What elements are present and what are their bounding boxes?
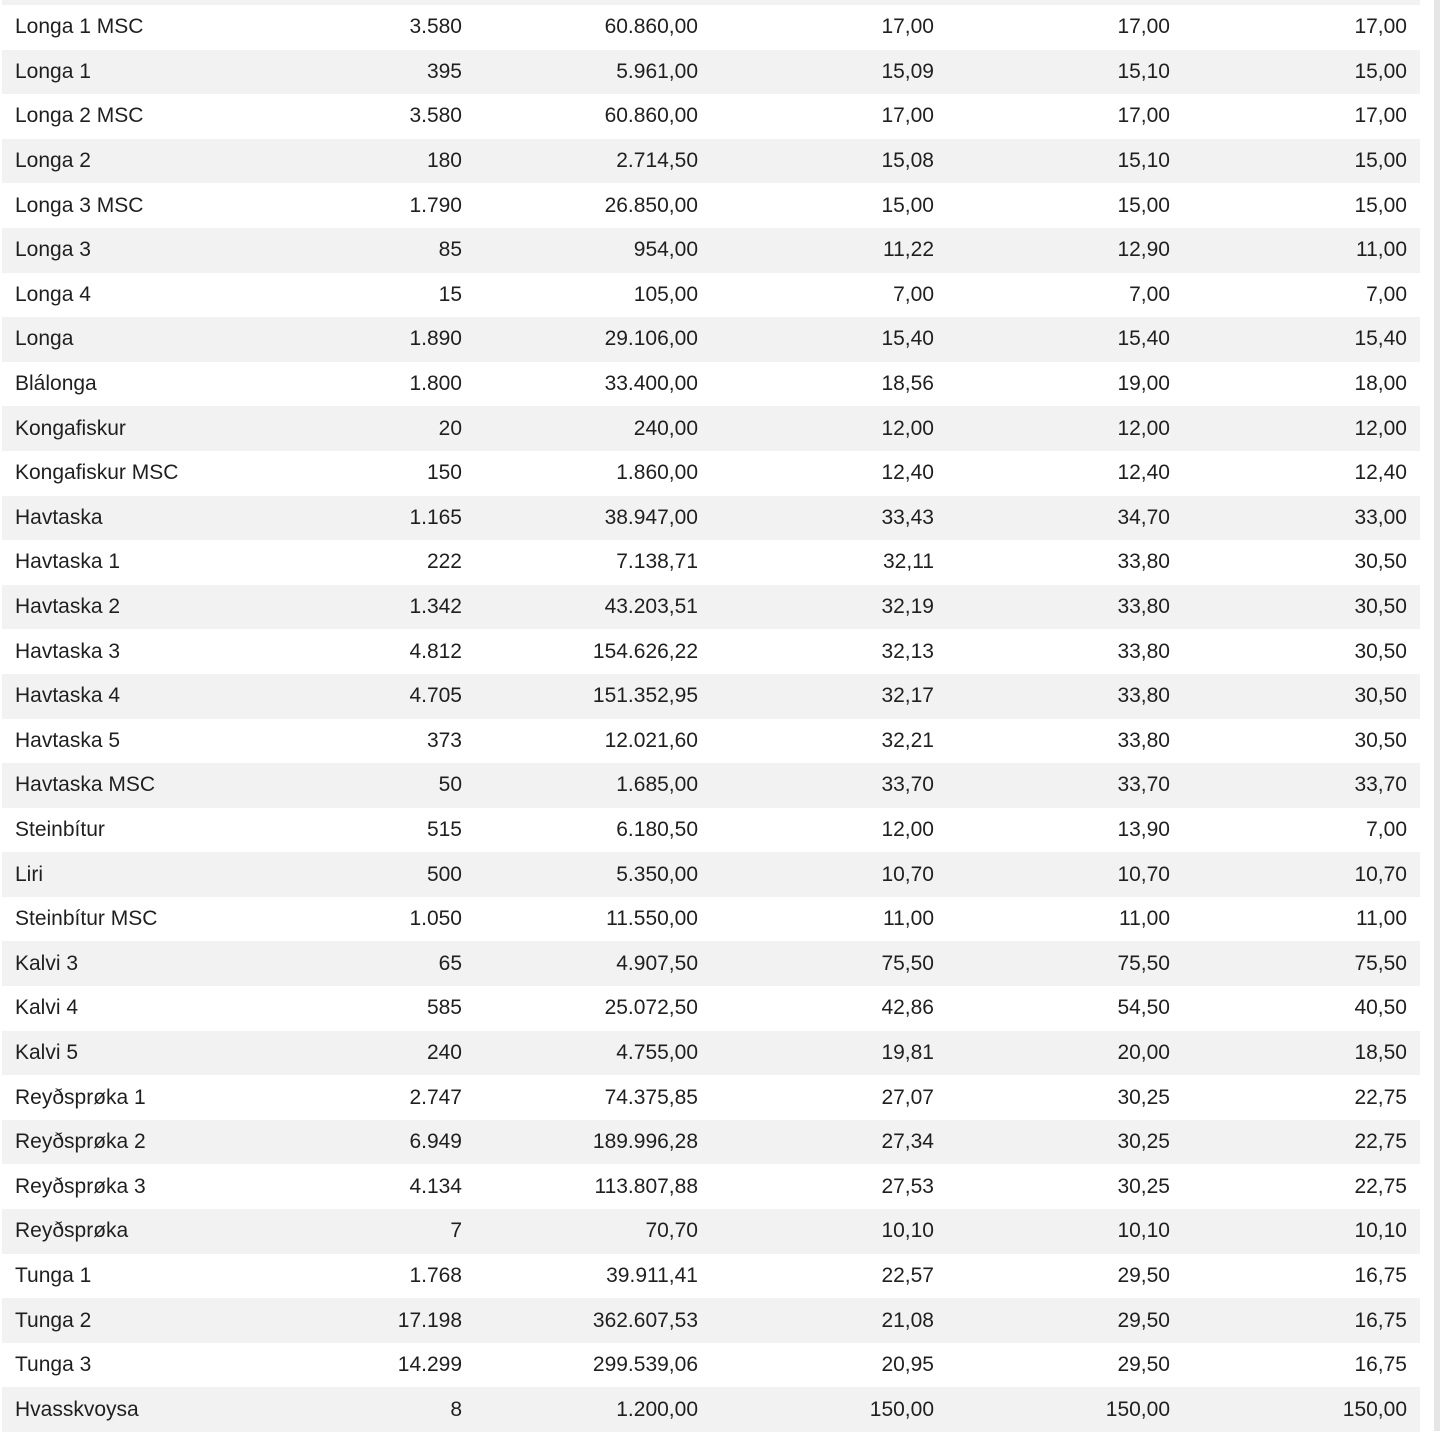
value-cell: 2.714,50: [475, 139, 711, 184]
name-cell: Longa 1: [2, 50, 246, 95]
quantity-cell: 3.580: [409, 15, 462, 39]
quantity-cell: 4.705: [246, 674, 475, 719]
value-cell: 43.203,51: [475, 585, 711, 630]
min-price-cell: 15,40: [1183, 317, 1420, 362]
name-cell: Havtaska 1: [15, 550, 121, 574]
table-row: [2, 273, 1420, 318]
min-price-cell: 30,50: [1354, 639, 1407, 663]
max-price-cell: 34,70: [947, 496, 1183, 541]
max-price-cell: 11,00: [1119, 907, 1170, 931]
table-row: [2, 1075, 1420, 1120]
table-row: [2, 228, 1420, 273]
table-row: [2, 1120, 1420, 1165]
max-price-cell: 29,50: [1117, 1353, 1170, 1377]
max-price-cell: 30,25: [1117, 1085, 1170, 1109]
value-cell: 954,00: [475, 228, 711, 273]
min-price-cell: 16,75: [1354, 1353, 1407, 1377]
min-price-cell: 22,75: [1354, 1174, 1407, 1198]
max-price-cell: 19,00: [1117, 372, 1170, 396]
name-cell: Kongafiskur MSC: [15, 461, 179, 485]
min-price-cell: 15,00: [1183, 50, 1420, 95]
avg-price-cell: 10,70: [711, 852, 947, 897]
name-cell: Kalvi 3: [2, 941, 246, 986]
quantity-cell: 1.342: [246, 585, 475, 630]
table-row: [2, 1387, 1420, 1432]
min-price-cell: 30,50: [1183, 674, 1420, 719]
name-cell: Kalvi 5: [2, 1031, 246, 1076]
max-price-cell: 15,40: [947, 317, 1183, 362]
quantity-cell: 85: [246, 228, 475, 273]
quantity-cell: 20: [246, 406, 475, 451]
max-price-cell: 12,40: [1117, 461, 1170, 485]
min-price-cell: 17,00: [1354, 15, 1407, 39]
table-row: [2, 941, 1420, 986]
min-price-cell: 18,00: [1354, 372, 1407, 396]
avg-price-cell: 33,70: [711, 763, 947, 808]
quantity-cell: 65: [246, 941, 475, 986]
name-cell: Longa: [2, 317, 246, 362]
max-price-cell: 7,00: [1129, 282, 1170, 306]
quantity-cell: 50: [246, 763, 475, 808]
avg-price-cell: 150,00: [711, 1387, 947, 1432]
quantity-cell: 373: [426, 728, 462, 752]
quantity-cell: 17.198: [246, 1298, 475, 1343]
table-row: [2, 1298, 1420, 1343]
name-cell: Longa 3: [2, 228, 246, 273]
name-cell: Steinbítur: [15, 817, 105, 841]
table-row: [2, 897, 1420, 942]
name-cell: Havtaska 3: [15, 639, 121, 663]
max-price-cell: 20,00: [947, 1031, 1183, 1076]
value-cell: 60.860,00: [604, 104, 698, 128]
max-price-cell: 29,50: [947, 1298, 1183, 1343]
value-cell: 60.860,00: [604, 15, 698, 39]
table-row: [2, 674, 1420, 719]
max-price-cell: 15,00: [1117, 193, 1170, 217]
min-price-cell: 15,00: [1354, 193, 1407, 217]
quantity-cell: 1.800: [409, 372, 462, 396]
min-price-cell: 7,00: [1366, 817, 1407, 841]
value-cell: 39.911,41: [606, 1263, 698, 1287]
quantity-cell: 1.050: [409, 907, 462, 931]
avg-price-cell: 19,81: [711, 1031, 947, 1076]
min-price-cell: 16,75: [1183, 1298, 1420, 1343]
value-cell: 5.350,00: [475, 852, 711, 897]
table-row: [2, 1209, 1420, 1254]
min-price-cell: 30,50: [1183, 585, 1420, 630]
avg-price-cell: 32,21: [881, 728, 934, 752]
table-row: [2, 406, 1420, 451]
table-row: [2, 362, 1420, 407]
max-price-cell: 30,25: [1117, 1174, 1170, 1198]
value-cell: 26.850,00: [604, 193, 698, 217]
quantity-cell: 500: [246, 852, 475, 897]
min-price-cell: 16,75: [1354, 1263, 1407, 1287]
table-row: [2, 50, 1420, 95]
quantity-cell: 3.580: [409, 104, 462, 128]
table-row: [2, 1031, 1420, 1076]
name-cell: Havtaska 4: [2, 674, 246, 719]
name-cell: Tunga 1: [15, 1263, 92, 1287]
max-price-cell: 17,00: [1117, 104, 1170, 128]
name-cell: Havtaska 5: [15, 728, 121, 752]
min-price-cell: 12,40: [1354, 461, 1407, 485]
table-row: [2, 1254, 1420, 1299]
name-cell: Liri: [2, 852, 246, 897]
min-price-cell: 7,00: [1366, 282, 1407, 306]
max-price-cell: 29,50: [1117, 1263, 1170, 1287]
value-cell: 70,70: [475, 1209, 711, 1254]
quantity-cell: 395: [246, 50, 475, 95]
quantity-cell: 515: [426, 817, 462, 841]
table-row: [2, 852, 1420, 897]
min-price-cell: 30,50: [1354, 550, 1407, 574]
name-cell: Tunga 3: [15, 1353, 92, 1377]
min-price-cell: 15,00: [1183, 139, 1420, 184]
max-price-cell: 33,70: [947, 763, 1183, 808]
quantity-cell: 1.890: [246, 317, 475, 362]
quantity-cell: 585: [426, 996, 462, 1020]
name-cell: Steinbítur MSC: [15, 907, 158, 931]
avg-price-cell: 32,19: [711, 585, 947, 630]
avg-price-cell: 12,00: [881, 817, 934, 841]
min-price-cell: 11,00: [1183, 228, 1420, 273]
avg-price-cell: 21,08: [711, 1298, 947, 1343]
avg-price-cell: 10,10: [711, 1209, 947, 1254]
value-cell: 7.138,71: [616, 550, 698, 574]
quantity-cell: 4.134: [409, 1174, 462, 1198]
table-row: [2, 540, 1420, 585]
avg-price-cell: 32,13: [881, 639, 934, 663]
avg-price-cell: 18,56: [881, 372, 934, 396]
table-row: [2, 183, 1420, 228]
max-price-cell: 54,50: [1117, 996, 1170, 1020]
avg-price-cell: 11,22: [711, 228, 947, 273]
value-cell: 151.352,95: [475, 674, 711, 719]
value-cell: 299.539,06: [592, 1353, 698, 1377]
name-cell: Havtaska MSC: [2, 763, 246, 808]
min-price-cell: 10,70: [1183, 852, 1420, 897]
avg-price-cell: 22,57: [881, 1263, 934, 1287]
name-cell: Hvasskvoysa: [2, 1387, 246, 1432]
table-row: [2, 1164, 1420, 1209]
value-cell: 25.072,50: [604, 996, 698, 1020]
value-cell: 154.626,22: [592, 639, 698, 663]
value-cell: 240,00: [475, 406, 711, 451]
min-price-cell: 30,50: [1354, 728, 1407, 752]
name-cell: Reyðsprøka: [2, 1209, 246, 1254]
value-cell: 11.550,00: [606, 907, 698, 931]
avg-price-cell: 11,00: [883, 907, 934, 931]
name-cell: Blálonga: [15, 372, 97, 396]
min-price-cell: 150,00: [1183, 1387, 1420, 1432]
quantity-cell: 150: [426, 461, 462, 485]
min-price-cell: 33,00: [1183, 496, 1420, 541]
avg-price-cell: 12,40: [881, 461, 934, 485]
min-price-cell: 10,10: [1183, 1209, 1420, 1254]
max-price-cell: 12,00: [947, 406, 1183, 451]
avg-price-cell: 15,09: [711, 50, 947, 95]
quantity-cell: 8: [246, 1387, 475, 1432]
avg-price-cell: 15,00: [881, 193, 934, 217]
name-cell: Reyðsprøka 3: [15, 1174, 146, 1198]
avg-price-cell: 32,11: [883, 550, 934, 574]
value-cell: 1.200,00: [475, 1387, 711, 1432]
value-cell: 29.106,00: [475, 317, 711, 362]
name-cell: Havtaska 2: [2, 585, 246, 630]
avg-price-cell: 12,00: [711, 406, 947, 451]
avg-price-cell: 7,00: [893, 282, 934, 306]
min-price-cell: 75,50: [1183, 941, 1420, 986]
value-cell: 74.375,85: [604, 1085, 698, 1109]
name-cell: Longa 4: [15, 282, 91, 306]
table-row: [2, 94, 1420, 139]
avg-price-cell: 15,08: [711, 139, 947, 184]
quantity-cell: 15: [438, 282, 462, 306]
table-row: [2, 317, 1420, 362]
avg-price-cell: 27,07: [881, 1085, 934, 1109]
max-price-cell: 33,80: [1117, 550, 1170, 574]
table-row: [2, 139, 1420, 184]
max-price-cell: 13,90: [1117, 817, 1170, 841]
avg-price-cell: 15,40: [711, 317, 947, 362]
name-cell: Kalvi 4: [15, 996, 79, 1020]
max-price-cell: 30,25: [947, 1120, 1183, 1165]
value-cell: 1.860,00: [616, 461, 698, 485]
quantity-cell: 1.165: [246, 496, 475, 541]
avg-price-cell: 17,00: [881, 104, 934, 128]
max-price-cell: 10,10: [947, 1209, 1183, 1254]
min-price-cell: 33,70: [1183, 763, 1420, 808]
avg-price-cell: 33,43: [711, 496, 947, 541]
max-price-cell: 17,00: [1117, 15, 1170, 39]
name-cell: Longa 3 MSC: [15, 193, 144, 217]
value-cell: 362.607,53: [475, 1298, 711, 1343]
max-price-cell: 33,80: [1117, 639, 1170, 663]
value-cell: 113.807,88: [594, 1174, 698, 1198]
avg-price-cell: 27,53: [881, 1174, 934, 1198]
table-body: [2, 5, 1420, 1432]
value-cell: 4.755,00: [475, 1031, 711, 1076]
avg-price-cell: 17,00: [881, 15, 934, 39]
avg-price-cell: 32,17: [711, 674, 947, 719]
table-container: [2, 5, 1420, 1432]
quantity-cell: 180: [246, 139, 475, 184]
value-cell: 33.400,00: [604, 372, 698, 396]
name-cell: Havtaska: [2, 496, 246, 541]
name-cell: Tunga 2: [2, 1298, 246, 1343]
min-price-cell: 40,50: [1354, 996, 1407, 1020]
value-cell: 105,00: [633, 282, 698, 306]
name-cell: Longa 1 MSC: [15, 15, 144, 39]
max-price-cell: 15,10: [947, 139, 1183, 184]
table-row: [2, 763, 1420, 808]
value-cell: 189.996,28: [475, 1120, 711, 1165]
name-cell: Reyðsprøka 2: [2, 1120, 246, 1165]
quantity-cell: 6.949: [246, 1120, 475, 1165]
table-row: [2, 5, 1420, 50]
max-price-cell: 150,00: [947, 1387, 1183, 1432]
table-row: [2, 451, 1420, 496]
max-price-cell: 15,10: [947, 50, 1183, 95]
min-price-cell: 18,50: [1183, 1031, 1420, 1076]
avg-price-cell: 27,34: [711, 1120, 947, 1165]
table-row: [2, 719, 1420, 764]
quantity-cell: 240: [246, 1031, 475, 1076]
max-price-cell: 12,90: [947, 228, 1183, 273]
avg-price-cell: 75,50: [711, 941, 947, 986]
table-row: [2, 629, 1420, 674]
name-cell: Longa 2 MSC: [15, 104, 144, 128]
name-cell: Kongafiskur: [2, 406, 246, 451]
quantity-cell: 1.790: [409, 193, 462, 217]
max-price-cell: 10,70: [947, 852, 1183, 897]
value-cell: 4.907,50: [475, 941, 711, 986]
max-price-cell: 33,80: [947, 585, 1183, 630]
min-price-cell: 22,75: [1354, 1085, 1407, 1109]
quantity-cell: 2.747: [409, 1085, 462, 1109]
quantity-cell: 1.768: [409, 1263, 462, 1287]
table-row: [2, 808, 1420, 853]
name-cell: Reyðsprøka 1: [15, 1085, 146, 1109]
table-row: [2, 986, 1420, 1031]
value-cell: 6.180,50: [616, 817, 698, 841]
scrollbar[interactable]: [1434, 0, 1440, 1431]
value-cell: 1.685,00: [475, 763, 711, 808]
avg-price-cell: 42,86: [881, 996, 934, 1020]
sales-table: [2, 5, 1420, 1432]
max-price-cell: 33,80: [947, 674, 1183, 719]
min-price-cell: 22,75: [1183, 1120, 1420, 1165]
table-row: [2, 496, 1420, 541]
max-price-cell: 33,80: [1117, 728, 1170, 752]
min-price-cell: 12,00: [1183, 406, 1420, 451]
table-row: [2, 1343, 1420, 1388]
quantity-cell: 222: [426, 550, 462, 574]
max-price-cell: 75,50: [947, 941, 1183, 986]
min-price-cell: 17,00: [1354, 104, 1407, 128]
value-cell: 12.021,60: [604, 728, 698, 752]
min-price-cell: 11,00: [1356, 907, 1407, 931]
value-cell: 38.947,00: [475, 496, 711, 541]
table-row: [2, 585, 1420, 630]
avg-price-cell: 20,95: [881, 1353, 934, 1377]
quantity-cell: 14.299: [397, 1353, 462, 1377]
name-cell: Longa 2: [2, 139, 246, 184]
quantity-cell: 7: [246, 1209, 475, 1254]
quantity-cell: 4.812: [409, 639, 462, 663]
value-cell: 5.961,00: [475, 50, 711, 95]
